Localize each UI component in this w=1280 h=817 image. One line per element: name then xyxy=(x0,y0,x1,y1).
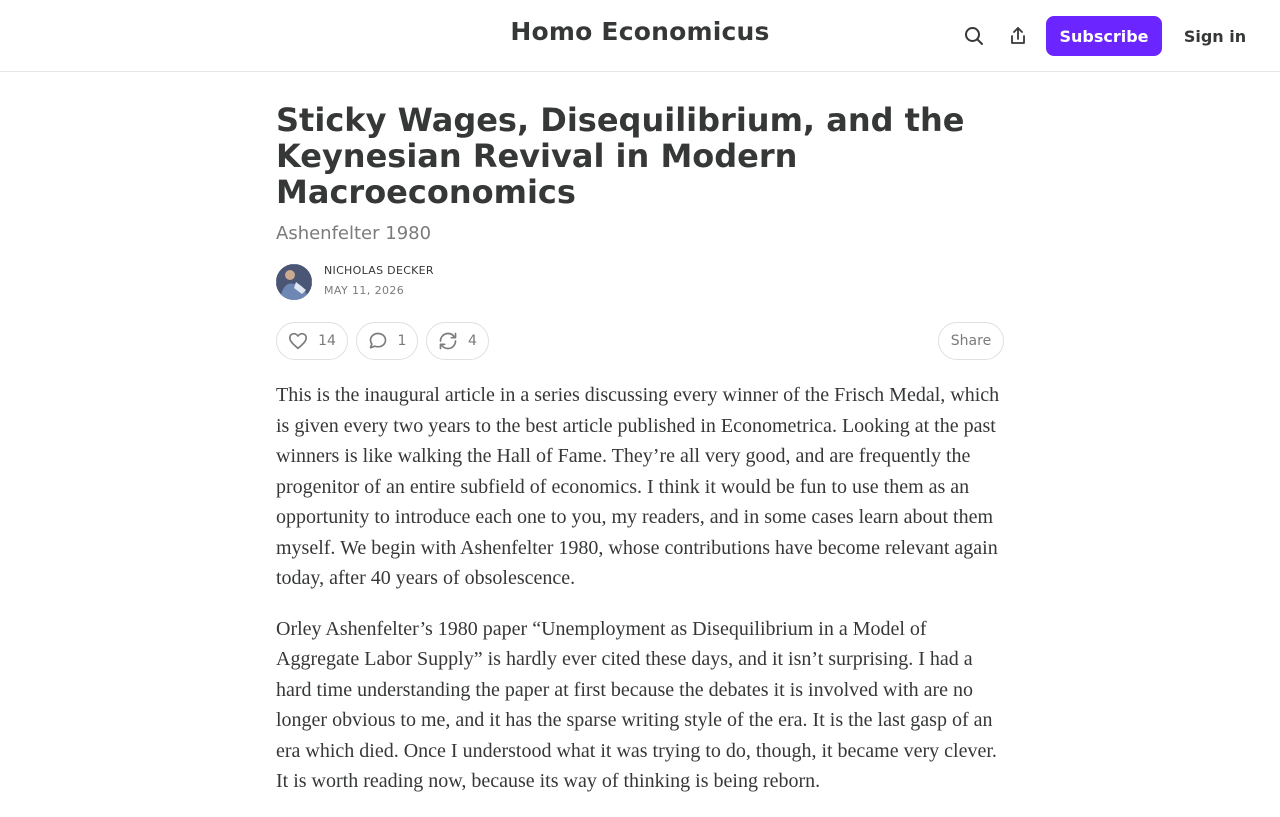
avatar-image xyxy=(276,264,312,300)
body-paragraph: Orley Ashenfelter’s 1980 paper “Unemployment as Disequilibrium in a Model of Aggregate Labor Supply” is hardly ever cited these days, and it isn’t surprising. I had a hard time understanding the paper at first because the debates it is involved with are no longer obvious to me, and it has the sparse writing style of the era. It is the last gasp of an era which died. Once I understood what it was trying to do, though, it became very clever. It is worth reading now, because its way of thinking is being reborn. xyxy=(276,617,997,792)
author-name[interactable]: NICHOLAS DECKER xyxy=(324,264,434,277)
post-container xyxy=(276,102,1006,817)
body-paragraph: This is the inaugural article in a series discussing every winner of the Frisch Medal, which is given every two years to the best article published in Econometrica. Looking at the past winners is like walking the Hall of Fame. They’re all very good, and are frequently the progenitor of an entire subfield of economics. I think it would be fun to use them as an opportunity to introduce each one to you, my readers, and in some cases learn about them myself. We begin with Ashenfelter 1980, whose contributions have become relevant again today, after 40 years of obsolescence. xyxy=(276,384,1000,589)
byline xyxy=(276,264,1006,304)
search-icon xyxy=(964,26,984,46)
share-label: Share xyxy=(950,333,992,349)
like-count: 14 xyxy=(318,333,336,349)
restack-count: 4 xyxy=(468,333,477,349)
sign-in-button[interactable]: Sign in xyxy=(1183,26,1247,46)
restack-button[interactable] xyxy=(426,322,489,360)
post-actions xyxy=(276,322,1004,362)
post-subtitle: Ashenfelter 1980 xyxy=(276,223,432,244)
share-button[interactable] xyxy=(938,322,1004,360)
comment-button[interactable] xyxy=(356,322,418,360)
search-button[interactable] xyxy=(960,22,988,50)
like-button[interactable] xyxy=(276,322,348,360)
subscribe-button[interactable]: Subscribe xyxy=(1046,16,1162,56)
comment-count: 1 xyxy=(397,333,407,349)
post-title: Sticky Wages, Disequilibrium, and the Keynesian Revival in Modern Macroeconomics xyxy=(276,101,965,211)
heart-icon xyxy=(288,332,308,350)
comment-bubble-icon xyxy=(368,331,388,351)
share-upload-icon xyxy=(1008,26,1028,46)
restack-icon xyxy=(438,331,458,351)
publication-title[interactable]: Homo Economicus xyxy=(510,17,770,46)
top-navigation-bar xyxy=(0,0,1280,72)
share-top-button[interactable] xyxy=(1004,22,1032,50)
post-body xyxy=(276,380,1006,797)
author-avatar[interactable] xyxy=(276,264,312,300)
post-date: MAY 11, 2026 xyxy=(324,284,405,297)
